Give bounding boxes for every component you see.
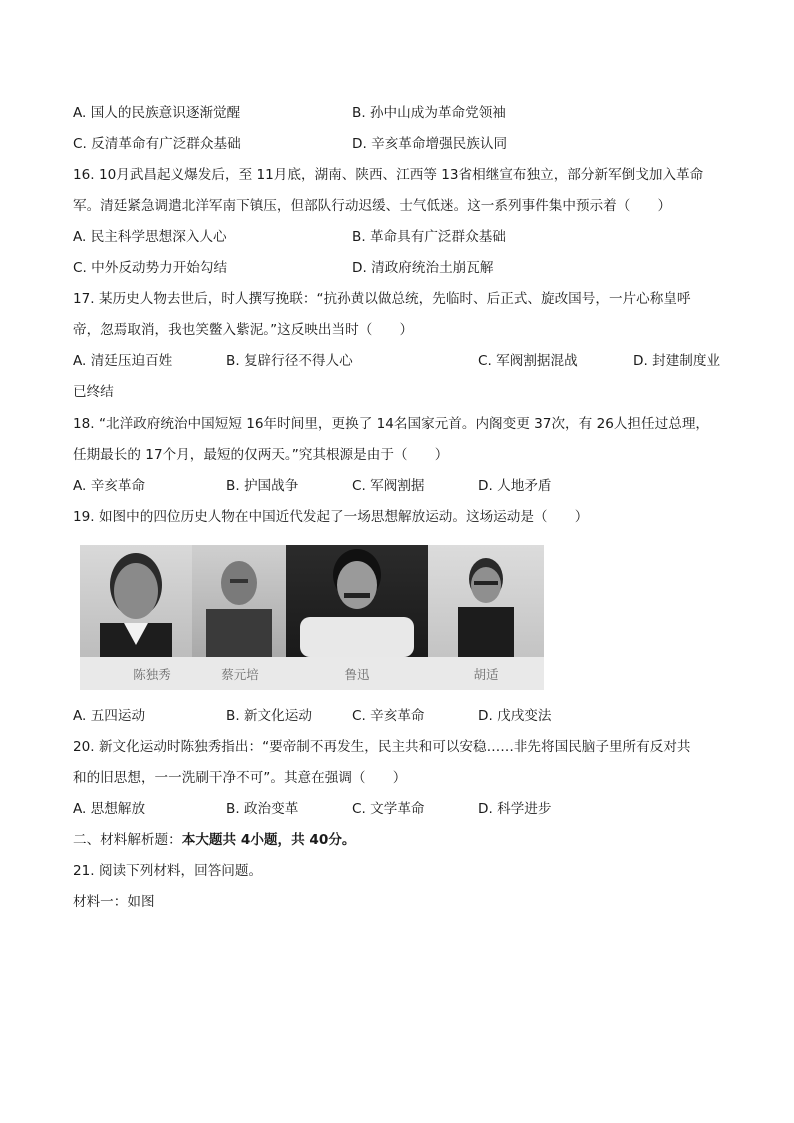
q17-option-b: B. 复辟行径不得人心 xyxy=(226,353,353,369)
q21-stem: 21. 阅读下列材料，回答问题。 xyxy=(73,863,263,879)
q18-option-a: A. 辛亥革命 xyxy=(73,478,146,494)
q20-option-d: D. 科学进步 xyxy=(478,801,552,817)
portrait-photo-strip xyxy=(80,545,544,690)
portrait-lu-xun xyxy=(286,545,428,657)
q16-option-c: C. 中外反动势力开始勾结 xyxy=(73,260,228,276)
portrait-hu-shi xyxy=(428,545,544,657)
q20-option-c: C. 文学革命 xyxy=(352,801,425,817)
q17-option-c: C. 军阀割据混战 xyxy=(478,353,578,369)
q19-option-d: D. 戊戌变法 xyxy=(478,708,552,724)
q19-option-a: A. 五四运动 xyxy=(73,708,146,724)
q21-material1-label: 材料一：如图 xyxy=(73,894,155,910)
q17-stem-line2: 帝，忽焉取消，我也笑鳖入紫泥。”这反映出当时（ ） xyxy=(73,322,414,338)
portrait-chen-duxiu xyxy=(80,545,192,657)
q18-stem-line1: 18. “北洋政府统治中国短短 16年时间里，更换了 14名国家元首。内阁变更 37次，有 26人担任过总理， xyxy=(73,416,710,432)
q20-stem-line1: 20. 新文化运动时陈独秀指出：“要帝制不再发生，民主共和可以安稳……非先将国民脑子里所有反对共 xyxy=(73,739,691,755)
q19-options-row xyxy=(73,706,733,726)
section-heading-detail: 本大题共 4小题，共 40分。 xyxy=(181,832,356,848)
q20-options-row xyxy=(73,799,733,819)
q17-option-a: A. 清廷压迫百姓 xyxy=(73,353,173,369)
q16-option-d: D. 清政府统治土崩瓦解 xyxy=(352,260,494,276)
q16-stem-line2: 军。清廷紧急调遣北洋军南下镇压，但部队行动迟缓、士气低迷。这一系列事件集中预示着（ ） xyxy=(73,198,672,214)
q17-stem-line1: 17. 某历史人物去世后，时人撰写挽联：“抗孙黄以做总统，先临时、后正式、旋改国号，一片心称皇呼 xyxy=(73,291,691,307)
q20-option-a: A. 思想解放 xyxy=(73,801,146,817)
section-heading-prefix: 二、材料解析题： xyxy=(73,832,182,848)
q15-option-c: C. 反清革命有广泛群众基础 xyxy=(73,136,241,152)
q19-option-b: B. 新文化运动 xyxy=(226,708,312,724)
q20-option-b: B. 政治变革 xyxy=(226,801,299,817)
q16-options-row1 xyxy=(73,227,733,247)
q15-option-b: B. 孙中山成为革命党领袖 xyxy=(352,105,506,121)
q16-options-row2 xyxy=(73,258,733,278)
portrait-cai-yuanpei xyxy=(192,545,286,657)
caption-hu-shi: 胡适 xyxy=(473,667,499,682)
q17-option-d: D. 封建制度业 xyxy=(633,353,721,369)
caption-cai-yuanpei: 蔡元培 xyxy=(221,667,259,682)
q15-options-row1 xyxy=(73,103,733,123)
q18-option-b: B. 护国战争 xyxy=(226,478,299,494)
q20-stem-line2: 和的旧思想，一一洗刷干净不可”。其意在强调（ ） xyxy=(73,770,407,786)
q16-stem-line1: 16. 10月武昌起义爆发后，至 11月底，湖南、陕西、江西等 13省相继宣布独立，部分新军倒戈加入革命 xyxy=(73,167,704,183)
section-heading xyxy=(73,830,721,850)
q15-options-row2 xyxy=(73,134,733,154)
q19-stem: 19. 如图中的四位历史人物在中国近代发起了一场思想解放运动。这场运动是（ ） xyxy=(73,509,589,525)
q16-option-b: B. 革命具有广泛群众基础 xyxy=(352,229,506,245)
q15-option-a: A. 国人的民族意识逐渐觉醒 xyxy=(73,105,241,121)
caption-chen-duxiu: 陈独秀 xyxy=(133,667,171,682)
q18-options-row xyxy=(73,476,733,496)
q15-option-d: D. 辛亥革命增强民族认同 xyxy=(352,136,508,152)
q17-options-row xyxy=(73,351,733,371)
q18-stem-line2: 任期最长的 17个月，最短的仅两天。”究其根源是由于（ ） xyxy=(73,447,449,463)
q18-option-d: D. 人地矛盾 xyxy=(478,478,552,494)
q16-option-a: A. 民主科学思想深入人心 xyxy=(73,229,227,245)
q17-option-d-wrap: 已终结 xyxy=(73,384,114,400)
caption-lu-xun: 鲁迅 xyxy=(344,667,370,682)
q18-option-c: C. 军阀割据 xyxy=(352,478,425,494)
q19-option-c: C. 辛亥革命 xyxy=(352,708,425,724)
